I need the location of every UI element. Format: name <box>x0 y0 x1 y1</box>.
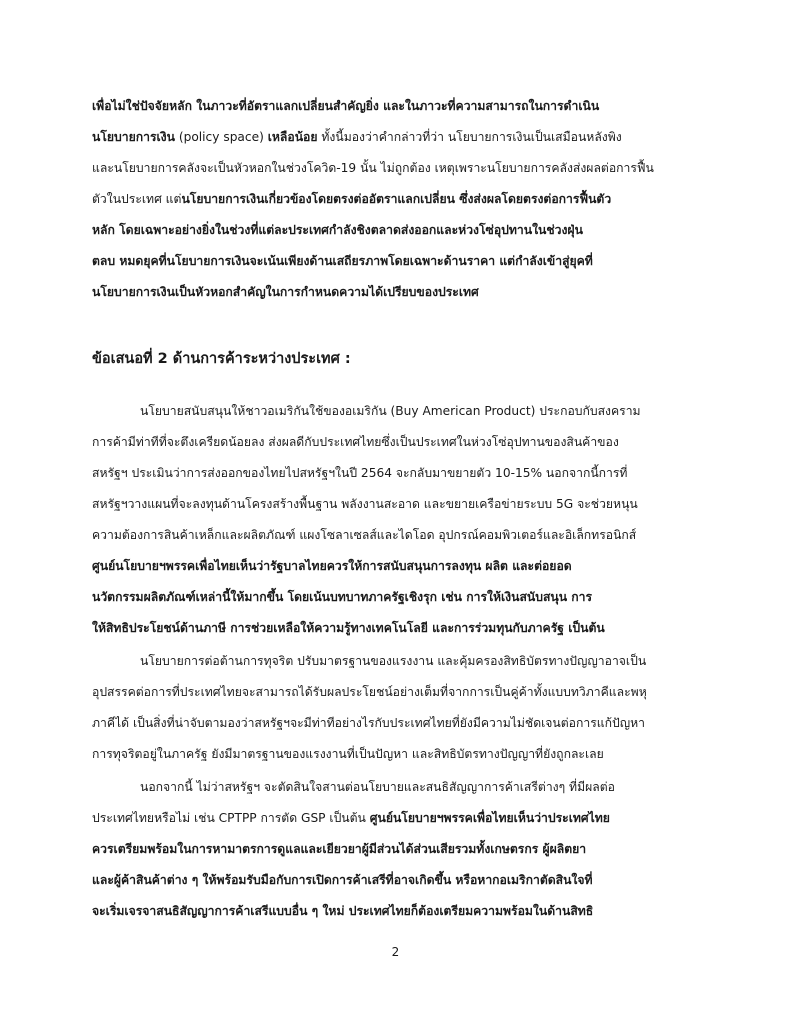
paragraph-line: การค้ามีท่าทีที่จะตึงเครียดน้อยลง ส่งผลดีกับประเทศไทยซึ่งเป็นประเทศในห่วงโซ่อุปทานของสินค้าของ <box>92 435 619 449</box>
page-number: 2 <box>391 945 400 959</box>
paragraph-line: ภาคีได้ เป็นสิ่งที่น่าจับตามองว่าสหรัฐฯจะมีท่าทีอย่างไรกับประเทศไทยที่ยังมีความไม่ชัดเจนต่อการแก้ปัญหา <box>92 716 645 730</box>
paragraph-line <box>92 189 704 209</box>
paragraph-line: นโยบายการเงินเป็นหัวหอกสำคัญในการกำหนดความได้เปรียบของประเทศ <box>92 285 479 299</box>
paragraph-line: นโยบายการต่อต้านการทุจริต ปรับมาตรฐานของแรงงาน และคุ้มครองสิทธิบัตรทางปัญญาอาจเป็น <box>140 654 647 668</box>
paragraph-line: เพื่อไม่ใช่ปัจจัยหลัก ในภาวะที่อัตราแลกเปลี่ยนสำคัญยิ่ง และในภาวะที่ความสามารถในการดำเนิน <box>92 99 600 113</box>
section-heading: ข้อเสนอที่ 2 ด้านการค้าระหว่างประเทศ : <box>92 351 351 367</box>
text: ตัวในประเทศ แต่ <box>92 192 182 206</box>
bold-text: นโยบายการเงินเกี่ยวข้องโดยตรงต่ออัตราแลกเปลี่ยน ซึ่งส่งผลโดยตรงต่อการฟื้นตัว <box>181 192 612 206</box>
text: ประเทศไทยหรือไม่ เช่น CPTPP การตัด GSP เป็นต้น <box>92 811 370 825</box>
paragraph-line: จะเริ่มเจรจาสนธิสัญญาการค้าเสรีแบบอื่น ๆ ใหม่ ประเทศไทยก็ต้องเตรียมความพร้อมในด้านสิทธิ <box>92 904 594 918</box>
paragraph-line: และผู้ค้าสินค้าต่าง ๆ ให้พร้อมรับมือกับการเปิดการค้าเสรีที่อาจเกิดขึ้น หรือหากอเมริกาตัดสินใจที่ <box>92 873 593 887</box>
paragraph-line: ความต้องการสินค้าเหล็กและผลิตภัณฑ์ แผงโซลาเซลส์และไดโอด อุปกรณ์คอมพิวเตอร์และอิเล็กทรอนิกส์ <box>92 528 637 542</box>
paragraph-line: นวัตกรรมผลิตภัณฑ์เหล่านี้ให้มากขึ้น โดยเน้นบทบาทภาครัฐเชิงรุก เช่น การให้เงินสนับสนุน การ <box>92 590 593 604</box>
paragraph-line: และนโยบายการคลังจะเป็นหัวหอกในช่วงโควิด-19 นั้น ไม่ถูกต้อง เหตุเพราะนโยบายการคลังส่งผลต่อการฟื้น <box>92 161 654 175</box>
bold-text: เหลือน้อย <box>267 130 318 144</box>
paragraph-line: อุปสรรคต่อการที่ประเทศไทยจะสามารถได้รับผลประโยชน์อย่างเต็มที่จากการเป็นคู่ค้าทั้งแบบทวิภาคีและพหุ <box>92 685 647 699</box>
paragraph-line: สหรัฐฯวางแผนที่จะลงทุนด้านโครงสร้างพื้นฐาน พลังงานสะอาด และขยายเครือข่ายระบบ 5G จะช่วยหนุน <box>92 497 638 511</box>
text: (policy space) <box>174 130 268 144</box>
paragraph-line: นโยบายสนับสนุนให้ชาวอเมริกันใช้ของอเมริกัน (Buy American Product) ประกอบกับสงคราม <box>140 404 641 418</box>
paragraph-line: สหรัฐฯ ประเมินว่าการส่งออกของไทยไปสหรัฐฯในปี 2564 จะกลับมาขยายตัว 10-15% นอกจากนี้การที่ <box>92 466 628 480</box>
paragraph-line: หลัก โดยเฉพาะอย่างยิ่งในช่วงที่แต่ละประเทศกำลังชิงตลาดส่งออกและห่วงโซ่อุปทานในช่วงฝุ่น <box>92 223 583 237</box>
paragraph-line: นอกจากนี้ ไม่ว่าสหรัฐฯ จะตัดสินใจสานต่อนโยบายและสนธิสัญญาการค้าเสรีต่างๆ ที่มีผลต่อ <box>140 780 615 794</box>
paragraph-line: ศูนย์นโยบายฯพรรคเพื่อไทยเห็นว่ารัฐบาลไทยควรให้การสนับสนุนการลงทุน ผลิต และต่อยอด <box>92 559 572 573</box>
paragraph-line: การทุจริตอยู่ในภาครัฐ ยังมีมาตรฐานของแรงงานที่เป็นปัญหา และสิทธิบัตรทางปัญญาที่ยังถูกละเลย <box>92 747 604 761</box>
bold-text: ศูนย์นโยบายฯพรรคเพื่อไทยเห็นว่าประเทศไทย <box>369 811 610 825</box>
paragraph-line: ให้สิทธิประโยชน์ด้านภาษี การช่วยเหลือให้ความรู้ทางเทคโนโลยี และการร่วมทุนกับภาครัฐ เป็นต้น <box>92 621 605 635</box>
paragraph-line: ควรเตรียมพร้อมในการหามาตรการดูแลและเยียวยาผู้มีส่วนได้ส่วนเสียรวมทั้งเกษตรกร ผู้ผลิตยา <box>92 842 587 856</box>
paragraph-line <box>92 808 704 828</box>
paragraph-line: ตลบ หมดยุคที่นโยบายการเงินจะเน้นเพียงด้านเสถียรภาพโดยเฉพาะด้านราคา แต่กำลังเข้าสู่ยุคที่ <box>92 254 593 268</box>
bold-text: นโยบายการเงิน <box>92 130 175 144</box>
text: ทั้งนี้มองว่าคำกล่าวที่ว่า นโยบายการเงินเป็นเสมือนหลังพิง <box>317 130 622 144</box>
paragraph-line <box>92 127 704 147</box>
